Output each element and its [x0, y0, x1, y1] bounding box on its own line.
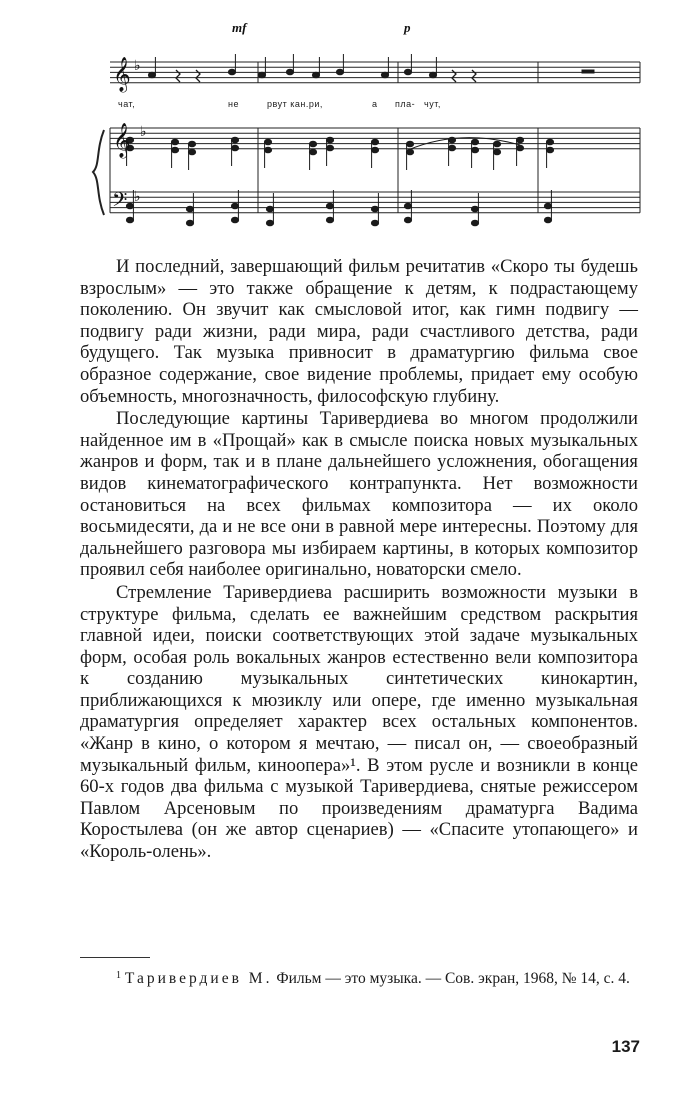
note-head — [546, 139, 553, 145]
bass-clef-icon: 𝄢 — [112, 188, 128, 216]
note-head — [544, 217, 551, 223]
note-head — [188, 141, 195, 147]
note-head — [186, 220, 193, 226]
note-head — [312, 72, 319, 78]
note-head — [266, 206, 273, 212]
lyric-syllable: рвут кан.ри, — [267, 99, 323, 109]
note-head — [228, 69, 235, 75]
note-head — [258, 72, 265, 78]
note-head — [171, 147, 178, 153]
note-head — [186, 206, 193, 212]
note-head — [326, 145, 333, 151]
note-head — [309, 141, 316, 147]
note-head — [231, 217, 238, 223]
lyric-syllable: не — [228, 99, 239, 109]
note-head — [546, 147, 553, 153]
note-head — [148, 72, 155, 78]
paragraph: И последний, завершающий фильм речитатив «Скоро ты будешь взрослым» — это также обращение к детям, к подрастающему поколению. Он звучит как смысловой итог, как гимн подвигу — подвигу ради жизни, ради мира, ради счастливого детства, ради будущего. Так музыка привносит в драматургию фильма свое образное содержание, свое видение проблемы, придает ему особую объемность, многозначность, философскую глубину. — [80, 256, 638, 407]
note-head — [266, 220, 273, 226]
note-head — [371, 139, 378, 145]
note-head — [471, 220, 478, 226]
note-head — [406, 141, 413, 147]
paragraph: Стремление Таривердиева расширить возможности музыки в структуре фильма, сделать ее важнейшим средством раскрытия главной идеи, поиски соответствующих этой задаче музыкальных форм, особая роль вокальных жанров естественно вели композитора к созданию музыкальных синтетических кинокартин, приближающихся к мюзиклу или опере, где именно музыкальная драматургия определяет характер всех остальных компонентов. «Жанр в кино, о котором я мечтаю, — писал он, — своеобразный музыкальный фильм, киноопера»¹. В этом русле и возникли в конце 60-х годов два фильма с музыкой Таривердиева, снятые режиссером Павлом Арсеновым по произведениям драматурга Вадима Коростылева (он же автор сценариев) — «Спасите утопающего» и «Король-олень». — [80, 581, 638, 863]
note-head — [188, 149, 195, 155]
note-head — [371, 147, 378, 153]
flat-icon: ♭ — [134, 58, 141, 74]
flat-icon: ♭ — [140, 124, 147, 140]
note-head — [171, 139, 178, 145]
flat-icon: ♭ — [134, 189, 141, 205]
note-head — [126, 217, 133, 223]
page-number: 137 — [611, 1037, 640, 1056]
lyric-syllable: чут, — [424, 99, 441, 109]
note-head — [371, 206, 378, 212]
note-head — [516, 137, 523, 143]
dynamic-mf: mf — [232, 20, 247, 35]
footnote — [80, 966, 638, 988]
note-head — [371, 220, 378, 226]
paragraph: Последующие картины Таривердиева во многом продолжили найденное им в «Прощай» как в смысле поиска новых музыкальных жанров и форм, так и в плане дальнейшего усложнения, обогащения видов кинематографического контрапункта. Нет возможности остановиться на всех фильмах композитора — их около восьмидесяти, да и не все они в равной мере интересны. Поэтому для дальнейшего разговора мы избираем картины, в которых композитор проявил себя наиболее оригинально, новаторски смело. — [80, 408, 638, 581]
lyric-syllable: чат, — [118, 99, 136, 109]
note-head — [429, 72, 436, 78]
note-head — [404, 217, 411, 223]
note-head — [471, 139, 478, 145]
footnote-text: Фильм — это музыка. — Сов. экран, 1968, № 14, с. 4. — [276, 970, 630, 987]
score-notation — [0, 0, 680, 250]
note-head — [493, 141, 500, 147]
music-score — [0, 0, 680, 250]
note-head — [286, 69, 293, 75]
note-head — [404, 203, 411, 209]
treble-clef-icon: 𝄞 — [113, 57, 131, 92]
note-head — [544, 203, 551, 209]
whole-rest-icon — [582, 70, 594, 73]
rest-icon — [196, 70, 200, 82]
footnote-marker: 1 — [116, 970, 121, 981]
note-head — [381, 72, 388, 78]
note-head — [309, 149, 316, 155]
note-head — [493, 149, 500, 155]
note-head — [336, 69, 343, 75]
note-head — [516, 145, 523, 151]
footnote-author: Таривердиев М. — [124, 970, 273, 987]
note-head — [264, 139, 271, 145]
lyric-syllable: а — [372, 99, 378, 109]
note-head — [231, 203, 238, 209]
note-head — [406, 149, 413, 155]
footnote-divider — [80, 957, 150, 958]
note-head — [471, 206, 478, 212]
lyric-syllable: пла- — [395, 99, 416, 109]
note-head — [264, 147, 271, 153]
rest-icon — [176, 70, 180, 82]
note-head — [448, 145, 455, 151]
main-text — [80, 256, 638, 864]
note-head — [326, 217, 333, 223]
note-head — [231, 137, 238, 143]
note-head — [326, 137, 333, 143]
note-head — [404, 69, 411, 75]
rest-icon — [452, 70, 456, 82]
note-head — [231, 145, 238, 151]
note-head — [126, 203, 133, 209]
note-head — [326, 203, 333, 209]
note-head — [471, 147, 478, 153]
rest-icon — [472, 70, 476, 82]
treble-clef-icon: 𝄞 — [113, 123, 131, 158]
dynamic-p: p — [404, 20, 411, 35]
piano-brace — [93, 130, 104, 215]
